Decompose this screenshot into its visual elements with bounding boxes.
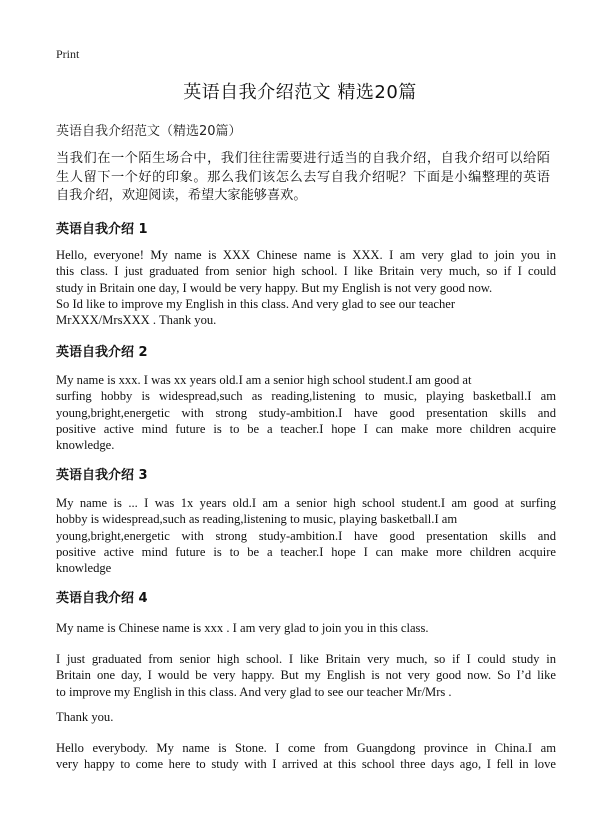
page-title: 英语自我介绍范文 精选20篇	[183, 82, 417, 103]
text-line: positive active mind future is to be a teacher.I hope I can make more children acquire	[56, 421, 556, 436]
intro-paragraph	[56, 150, 550, 206]
text-line: to improve my English in this class. And very glad to see our teacher Mr/Mrs .	[56, 684, 452, 699]
text-line: Hello, everyone! My name is XXX Chinese name is XXX. I am very glad to join you in	[56, 248, 556, 262]
text-line: My name is xxx. I was xx years old.I am a senior high school student.I am good at	[56, 373, 472, 387]
section-body-4-para-4	[56, 740, 556, 773]
document-subtitle: 英语自我介绍范文（精选20篇）	[56, 124, 242, 139]
section-heading-3: 英语自我介绍 3	[56, 468, 148, 483]
section-body-4-para-3	[56, 709, 556, 725]
intro-line: 生人留下一个好的印象。那么我们该怎么去写自我介绍呢？下面是小编整理的英语	[56, 169, 550, 185]
text-line: study in Britain one day, I would be very happy. But my English is not very good now.	[56, 280, 493, 295]
section-body-3	[56, 495, 556, 576]
section-heading-1: 英语自我介绍 1	[56, 222, 148, 237]
text-line: My name is Chinese name is xxx . I am very glad to join you in this class.	[56, 621, 429, 635]
section-body-2	[56, 372, 556, 453]
intro-line: 当我们在一个陌生场合中，我们往往需要进行适当的自我介绍，自我介绍可以给陌	[56, 151, 550, 166]
text-line: young,bright,energetic with strong study-ambition.I have good presentation skills and	[56, 528, 556, 543]
text-line: Britain one day, I would be very happy. But my English is not very good now. So I’d like	[56, 668, 556, 683]
text-line: Thank you.	[56, 710, 114, 724]
text-line: positive active mind future is to be a teacher.I hope I can make more children acquire	[56, 544, 556, 559]
text-line: young,bright,energetic with strong study-ambition.I have good presentation skills and	[56, 405, 556, 420]
section-heading-4: 英语自我介绍 4	[56, 591, 148, 606]
text-line: My name is ... I was 1x years old.I am a senior high school student.I am good at surfing	[56, 496, 556, 510]
section-heading-2: 英语自我介绍 2	[56, 345, 148, 360]
text-line: knowledge	[56, 561, 112, 576]
text-line: knowledge.	[56, 438, 115, 453]
intro-line: 自我介绍，欢迎阅读，希望大家能够喜欢。	[56, 188, 307, 203]
text-line: this class. I just graduated from senior high school. I like Britain very much, so if I could	[56, 264, 556, 279]
text-line: hobby is widespread,such as reading,listening to music, playing basketball.I am	[56, 512, 458, 527]
print-link[interactable]: Print	[56, 47, 80, 61]
text-line: MrXXX/MrsXXX . Thank you.	[56, 313, 217, 328]
text-line: So Id like to improve my English in this class. And very glad to see our teacher	[56, 296, 456, 311]
section-body-1	[56, 247, 556, 328]
section-body-4-para-2	[56, 651, 556, 700]
text-line: surfing hobby is widespread,such as reading,listening to music, playing basketball.I am	[56, 389, 556, 404]
text-line: Hello everybody. My name is Stone. I come from Guangdong province in China.I am	[56, 741, 556, 755]
section-body-4-para-1	[56, 620, 556, 636]
text-line: I just graduated from senior high school. I like Britain very much, so if I could study in	[56, 652, 556, 666]
text-line: very happy to come here to study with I arrived at this school three days ago, I fell in love	[56, 757, 556, 772]
